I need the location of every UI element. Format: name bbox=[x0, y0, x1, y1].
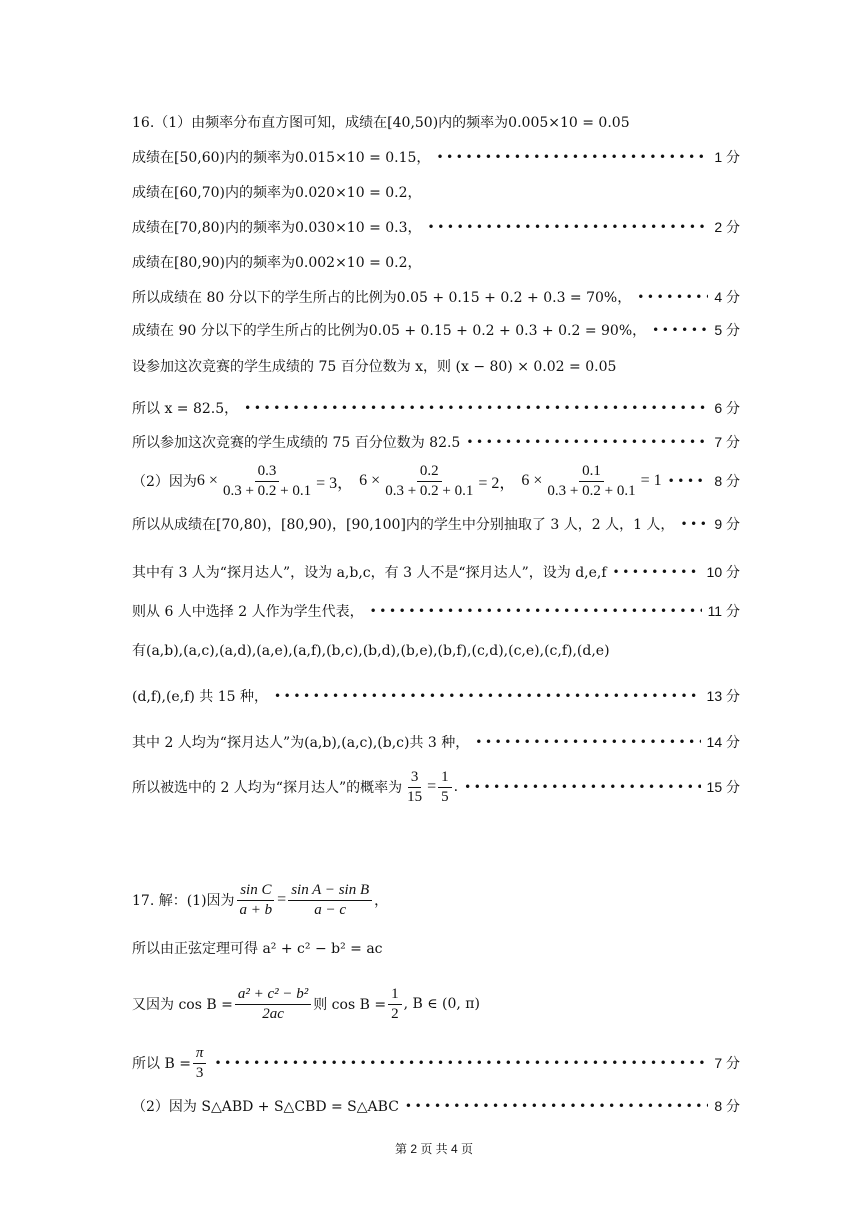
q16-line-2 bbox=[132, 147, 740, 167]
fraction bbox=[193, 1045, 207, 1082]
score-mark: 2 分 bbox=[714, 219, 740, 235]
q16-text: 成绩在 90 分以下的学生所占的比例为0.05 + 0.15 + 0.2 + 0.3 + 0.2 = 90%， bbox=[132, 323, 647, 339]
q16-line-5 bbox=[132, 252, 740, 272]
dot-leader bbox=[464, 780, 700, 794]
q16-text: 其中 2 人均为“探月达人”为(a,b),(a,c),(b,c)共 3 种， bbox=[132, 735, 470, 751]
fraction-denominator: 5 bbox=[441, 788, 449, 805]
dot-leader bbox=[668, 474, 709, 488]
dot-leader bbox=[405, 1099, 708, 1113]
q16-text: (d,f),(e,f) 共 15 种， bbox=[132, 689, 268, 705]
fraction-numerator: sin A − sin B bbox=[288, 882, 372, 901]
dot-leader bbox=[613, 565, 701, 579]
dot-leader bbox=[436, 150, 708, 164]
dot-leader bbox=[475, 735, 700, 749]
q16-text: 所以 x = 82.5， bbox=[132, 401, 239, 417]
dot-leader bbox=[428, 220, 709, 234]
dot-leader bbox=[244, 401, 708, 415]
fraction bbox=[235, 986, 311, 1023]
fraction bbox=[382, 463, 476, 500]
q17-line-3 bbox=[132, 980, 740, 1028]
fraction-numerator: 3 bbox=[408, 769, 422, 788]
q17-text: 所以 B = bbox=[132, 1056, 191, 1072]
q16-text: 设参加这次竞赛的学生成绩的 75 百分位数为 x，则 (x − 80) × 0.02 = 0.05 bbox=[132, 359, 617, 375]
fraction-numerator: 0.3 bbox=[255, 463, 280, 482]
fraction bbox=[220, 463, 314, 500]
q16-text: 其中有 3 人为“探月达人”，设为 a,b,c，有 3 人不是“探月达人”，设为 d,e,f bbox=[132, 565, 607, 581]
fraction-numerator: 0.1 bbox=[579, 463, 604, 482]
fraction-denominator: a − c bbox=[314, 901, 347, 918]
q16-text: . bbox=[453, 779, 459, 795]
score-mark: 9 分 bbox=[714, 516, 740, 532]
dot-leader bbox=[637, 290, 708, 304]
dot-leader bbox=[214, 1056, 708, 1070]
q16-text: 成绩在[60,70)内的频率为0.020×10 = 0.2， bbox=[132, 185, 422, 201]
q16-line-13 bbox=[132, 562, 740, 582]
fraction-numerator: 0.2 bbox=[417, 463, 442, 482]
q16-line-17 bbox=[132, 732, 740, 752]
score-mark: 6 分 bbox=[714, 400, 740, 416]
fraction bbox=[404, 769, 425, 806]
dot-leader bbox=[680, 517, 708, 531]
q16-text: 所以成绩在 80 分以下的学生所占的比例为0.05 + 0.15 + 0.2 + 0.3 = 70%， bbox=[132, 290, 632, 306]
score-mark: 11 分 bbox=[707, 603, 740, 619]
q16-text: 成绩在[80,90)内的频率为0.002×10 = 0.2， bbox=[132, 255, 422, 271]
score-mark: 1 分 bbox=[714, 149, 740, 165]
q16-text: 所以从成绩在[70,80)，[80,90)，[90,100]内的学生中分别抽取了 3 人，2 人，1 人， bbox=[132, 517, 675, 533]
fraction-denominator: 0.3 + 0.2 + 0.1 bbox=[222, 482, 312, 499]
fraction bbox=[544, 463, 638, 500]
score-mark: 8 分 bbox=[714, 1098, 740, 1114]
score-mark: 8 分 bbox=[714, 473, 740, 489]
q16-line-18 bbox=[132, 764, 740, 810]
q16-text: （2）因为 bbox=[132, 474, 197, 490]
fraction bbox=[288, 882, 372, 919]
q16-text: = 1 bbox=[640, 472, 662, 489]
q17-text: （2）因为 S△ABD + S△CBD = S△ABC bbox=[132, 1099, 399, 1115]
q17-line-2 bbox=[132, 938, 740, 958]
q16-text: 所以被选中的 2 人均为“探月达人”的概率为 bbox=[132, 780, 403, 796]
fraction-denominator: 3 bbox=[195, 1064, 204, 1081]
q16-text: 6 × bbox=[521, 472, 543, 489]
score-mark: 7 分 bbox=[714, 1055, 740, 1071]
q17-text: ， bbox=[374, 893, 389, 909]
q16-text: = 3， bbox=[316, 474, 354, 492]
q17-text: 17. 解：(1)因为 bbox=[132, 893, 235, 909]
q16-text: = bbox=[427, 778, 437, 795]
score-mark: 10 分 bbox=[706, 564, 740, 580]
q16-text: 有(a,b),(a,c),(a,d),(a,e),(a,f),(b,c),(b,d),(b,e),(b,f),(c,d),(c,e),(c,f),(d,e) bbox=[132, 643, 610, 659]
q16-line-12 bbox=[132, 514, 740, 534]
fraction-denominator: 0.3 + 0.2 + 0.1 bbox=[547, 482, 636, 499]
q16-line-3 bbox=[132, 182, 740, 202]
q16-line-9 bbox=[132, 398, 740, 418]
q16-line-7 bbox=[132, 320, 740, 340]
fraction-numerator: 1 bbox=[438, 769, 452, 788]
q16-line-4 bbox=[132, 217, 740, 237]
fraction-numerator: 1 bbox=[388, 986, 402, 1005]
q16-line-15 bbox=[132, 640, 740, 660]
fraction-denominator: 0.3 + 0.2 + 0.1 bbox=[385, 482, 474, 499]
q17-text: 又因为 cos B = bbox=[132, 997, 233, 1013]
score-mark: 13 分 bbox=[706, 688, 740, 704]
q16-text: = 2， bbox=[478, 474, 516, 492]
score-mark: 14 分 bbox=[706, 734, 740, 750]
dot-leader bbox=[370, 604, 702, 618]
score-mark: 7 分 bbox=[714, 434, 740, 450]
dot-leader bbox=[466, 435, 708, 449]
q17-line-4 bbox=[132, 1040, 740, 1086]
score-mark: 4 分 bbox=[714, 289, 740, 305]
dot-leader bbox=[274, 689, 701, 703]
q17-text: 则 cos B = bbox=[313, 997, 387, 1013]
fraction bbox=[237, 882, 276, 919]
q17-line-5 bbox=[132, 1096, 740, 1116]
q16-text: 成绩在[50,60)内的频率为0.015×10 = 0.15， bbox=[132, 150, 431, 166]
q16-text: 6 × bbox=[196, 472, 218, 489]
fraction-denominator: a + b bbox=[239, 901, 273, 918]
q16-line-14 bbox=[132, 601, 740, 621]
q17-text: , B ∈ (0, π) bbox=[403, 996, 480, 1012]
dot-leader bbox=[652, 323, 708, 337]
fraction-denominator: 15 bbox=[407, 788, 423, 805]
q17-text: 所以由正弦定理可得 a² + c² − b² = ac bbox=[132, 941, 383, 957]
q16-text: 6 × bbox=[359, 472, 381, 489]
fraction bbox=[438, 769, 452, 806]
q16-text: 成绩在[70,80)内的频率为0.030×10 = 0.3， bbox=[132, 220, 422, 236]
q16-text: 16.（1）由频率分布直方图可知，成绩在[40,50)内的频率为0.005×10 = 0.05 bbox=[132, 115, 630, 131]
q16-text: 所以参加这次竞赛的学生成绩的 75 百分位数为 82.5 bbox=[132, 435, 461, 451]
q16-line-8 bbox=[132, 356, 740, 376]
q16-line-10 bbox=[132, 432, 740, 452]
fraction bbox=[388, 986, 402, 1023]
q17-text: = bbox=[277, 891, 287, 908]
fraction-numerator: π bbox=[193, 1045, 207, 1064]
score-mark: 5 分 bbox=[714, 322, 740, 338]
page-footer: 第 2 页 共 4 页 bbox=[394, 1142, 474, 1156]
fraction-numerator: a² + c² − b² bbox=[235, 986, 311, 1005]
fraction-numerator: sin C bbox=[237, 882, 274, 901]
q16-text: 则从 6 人中选择 2 人作为学生代表， bbox=[132, 604, 364, 620]
q17-line-1 bbox=[132, 876, 740, 924]
fraction-denominator: 2ac bbox=[262, 1005, 284, 1022]
score-mark: 15 分 bbox=[706, 779, 740, 795]
q16-line-16 bbox=[132, 686, 740, 706]
fraction-denominator: 2 bbox=[391, 1005, 399, 1022]
q16-line-6 bbox=[132, 287, 740, 307]
q16-line-1 bbox=[132, 112, 740, 132]
q16-line-11 bbox=[132, 458, 740, 504]
